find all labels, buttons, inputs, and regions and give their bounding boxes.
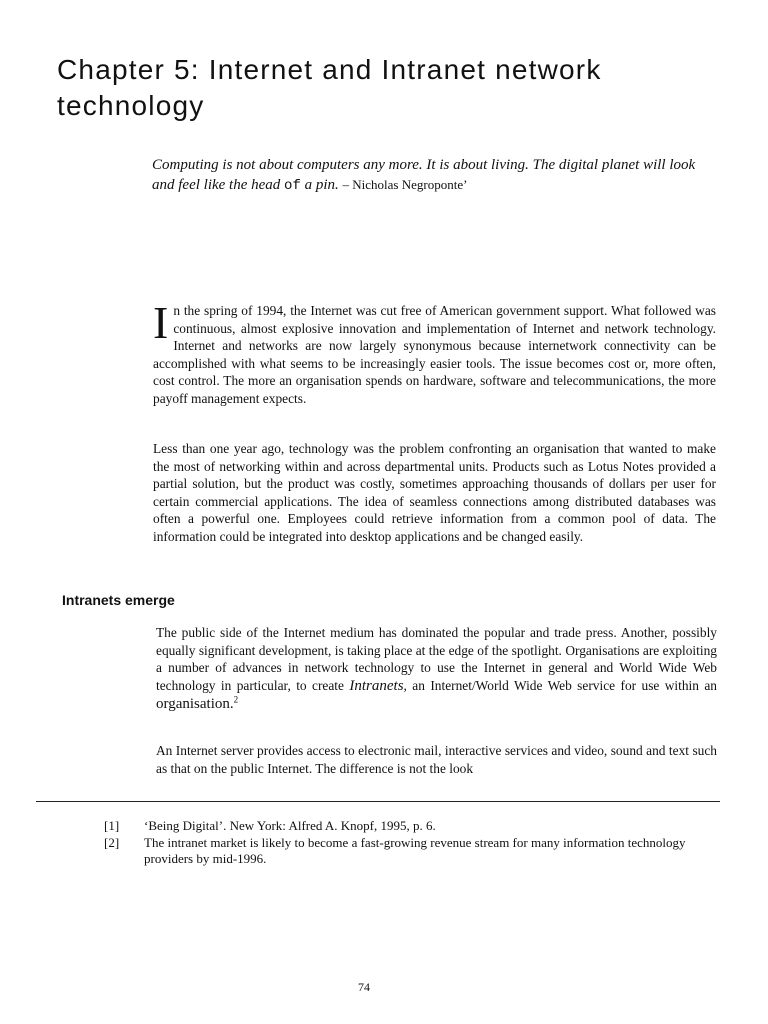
- footnote-number: [2]: [104, 835, 120, 850]
- footnote-divider: [36, 801, 720, 802]
- chapter-title: Chapter 5: Internet and Intranet network technology: [57, 54, 602, 121]
- paragraph-1-text: n the spring of 1994, the Internet was cut free of American government support. What followed was continuous, almost explosive innovation and implementation of Internet and network technology. Internet and networks are now largely synonymous because internetwork connectivity can be accomplished with what seems to be increasingly easier tools. The issue becomes cost or, more often, cost control. The more an organisation spends on hardware, software and telecommunications, the more payoff management expects.: [153, 303, 716, 406]
- epigraph-mono-word: of: [284, 178, 301, 194]
- paragraph-2: Less than one year ago, technology was the problem confronting an organisation that wanted to make the most of networking within and across departmental units. Products such as Lotus Notes provided a partial solution, but the product was costly, sometimes approaching thousands of dollars per user for certain commercial applications. The idea of seamless connections among distributed databases was often a powerful one. Employees could retrieve information from a common pool of data. The information could be integrated into desktop applications and be changed easily.: [153, 441, 716, 544]
- organisation-word: organisation.: [156, 696, 234, 712]
- intranets-term: Intranets: [349, 677, 404, 694]
- paragraph-3-text-b: , an Internet/World Wide Web service for use within an: [403, 677, 717, 693]
- section-heading: Intranets emerge: [62, 592, 175, 608]
- epigraph-attribution: Nicholas Negroponte’: [349, 177, 468, 192]
- footnote-1: [104, 818, 724, 834]
- epigraph-text-end: a pin.: [300, 177, 343, 193]
- footnote-text: ‘Being Digital’. New York: Alfred A. Knopf, 1995, p. 6.: [144, 818, 436, 833]
- footnote-text: The intranet market is likely to become a fast-growing revenue stream for many information technology providers by mid-1996.: [144, 835, 686, 866]
- paragraph-1: [153, 297, 716, 407]
- paragraph-3-text-a: The public side of the Internet medium has dominated the popular and trade press. Another, possibly equally significant development, is taking place at the edge of the spotlight. Organisations are exploiting a number of advances in network technology to use the Internet in general and World Wide Web technology in particular, to create: [156, 625, 717, 693]
- epigraph-text-start: Computing is not about computers any more. It is about living. The digital planet will look and feel like the head: [152, 157, 696, 193]
- footnote-2: [104, 835, 724, 867]
- paragraph-3: [156, 624, 717, 714]
- footnotes: [104, 818, 724, 868]
- footnote-number: [1]: [104, 818, 120, 833]
- footnote-ref-2[interactable]: 2: [233, 694, 239, 705]
- epigraph-dash: –: [342, 177, 350, 192]
- epigraph: [152, 156, 718, 196]
- page-number: 74: [358, 980, 370, 994]
- paragraph-4: An Internet server provides access to electronic mail, interactive services and video, sound and text such as that on the public Internet. The difference is not the look: [156, 743, 717, 776]
- drop-cap: I: [153, 297, 169, 348]
